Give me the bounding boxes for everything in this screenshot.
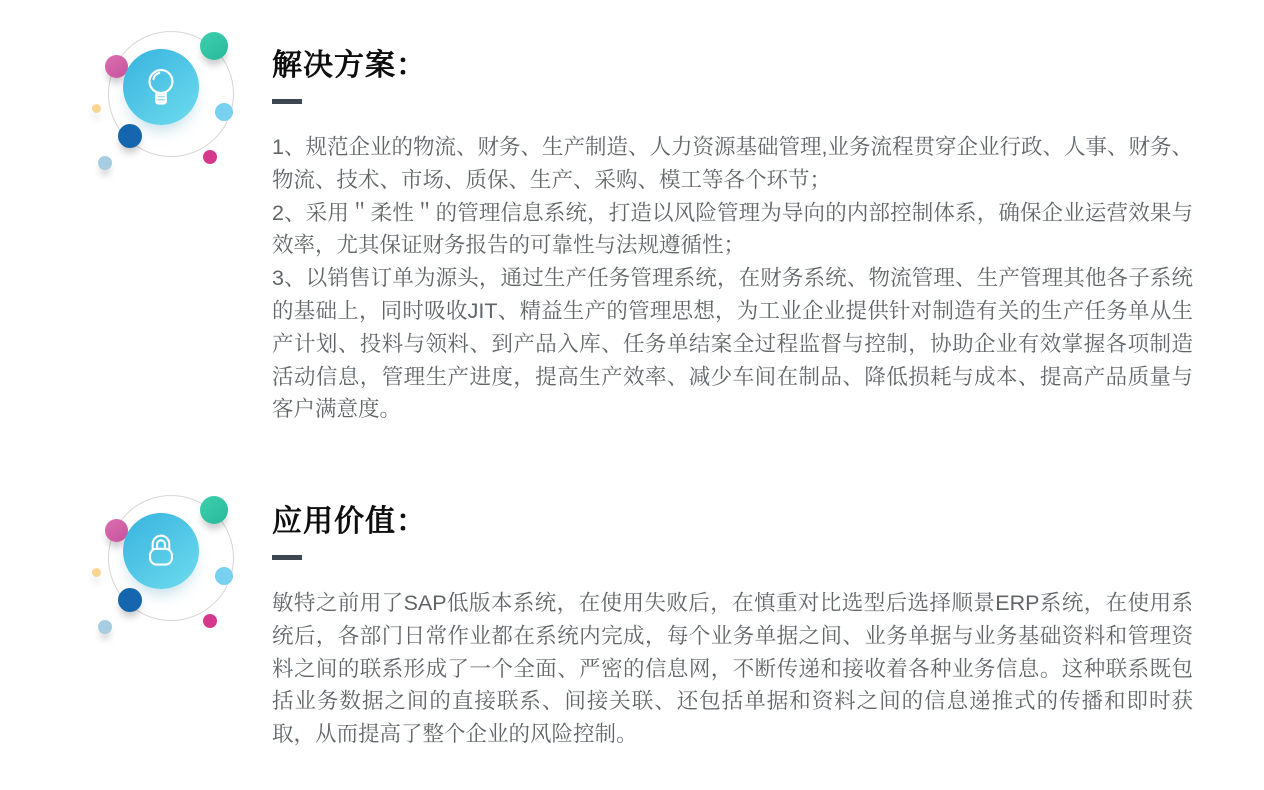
decorative-dot-magenta: [203, 614, 217, 628]
solution-point-2: 2、采用＂柔性＂的管理信息系统，打造以风险管理为导向的内部控制体系，确保企业运营效果与效率，尤其保证财务报告的可靠性与法规遵循性；: [272, 200, 1193, 258]
solution-point-3: 3、以销售订单为源头，通过生产任务管理系统，在财务系统、物流管理、生产管理其他各子系统的基础上，同时吸收JIT、精益生产的管理思想，为工业企业提供针对制造有关的生产任务单从生产计划、投料与领料、到产品入库、任务单结案全过程监督与控制，协助企业有效掌握各项制造活动信息，管理生产进度，提高生产效率、减少车间在制品、降低损耗与成本、提高产品质量与客户满意度。: [272, 266, 1193, 422]
solution-content: [272, 48, 1193, 426]
decorative-dot-teal: [200, 32, 228, 60]
decorative-dot-darkblue: [118, 124, 142, 148]
solution-paragraphs: [272, 131, 1193, 426]
value-content: [272, 504, 1193, 751]
solution-icon-group: [88, 23, 248, 183]
decorative-dot-lightblue: [215, 567, 233, 585]
lock-icon: [123, 513, 199, 589]
decorative-dot-darkblue: [118, 588, 142, 612]
decorative-dot-magenta: [203, 150, 217, 164]
section-title-value: 应用价值：: [272, 505, 427, 538]
decorative-dot-yellow: [92, 104, 101, 113]
value-paragraphs: [272, 587, 1193, 751]
section-title-solution: 解决方案：: [272, 49, 427, 82]
decorative-dot-teal: [200, 496, 228, 524]
decorative-dot-paleblue: [98, 156, 112, 170]
value-icon-group: [88, 487, 248, 647]
value-paragraph: 敏特之前用了SAP低版本系统，在使用失败后，在慎重对比选型后选择顺景ERP系统，在使用系统后，各部门日常作业都在系统内完成，每个业务单据之间、业务单据与业务基础资料和管理资料之间的联系形成了一个全面、严密的信息网，不断传递和接收着各种业务信息。这种联系既包括业务数据之间的直接联系、间接关联、还包括单据和资料之间的信息递推式的传播和即时获取，从而提高了整个企业的风险控制。: [272, 591, 1193, 747]
lightbulb-icon: [123, 49, 199, 125]
title-underline: [272, 555, 302, 560]
title-underline: [272, 99, 302, 104]
decorative-dot-yellow: [92, 568, 101, 577]
decorative-dot-paleblue: [98, 620, 112, 634]
decorative-dot-lightblue: [215, 103, 233, 121]
solution-point-1: 1、规范企业的物流、财务、生产制造、人力资源基础管理,业务流程贯穿企业行政、人事、财务、物流、技术、市场、质保、生产、采购、模工等各个环节；: [272, 135, 1193, 192]
